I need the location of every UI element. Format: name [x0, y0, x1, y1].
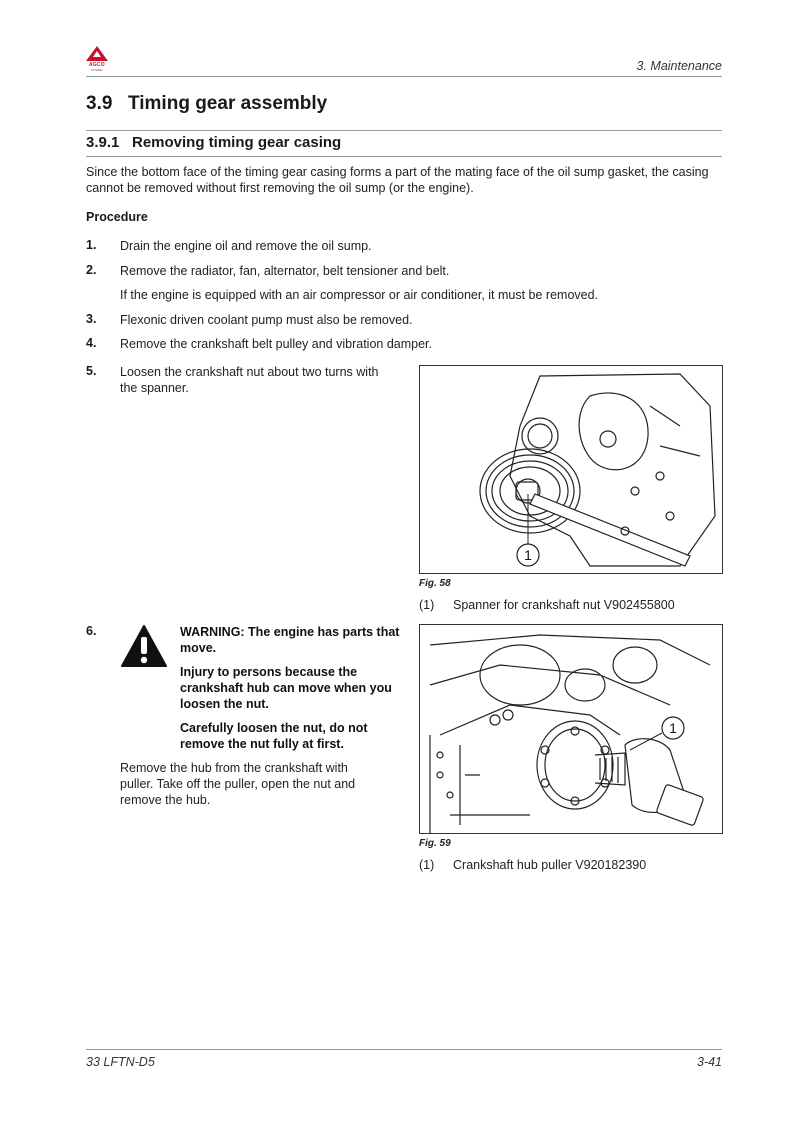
- subtitle-rule: [86, 156, 722, 157]
- caption-text: Spanner for crankshaft nut V902455800: [453, 598, 675, 612]
- agco-triangle-icon: [86, 46, 108, 62]
- caption-number: (1): [419, 598, 435, 612]
- step-text: Loosen the crankshaft nut about two turns with the spanner.: [120, 365, 379, 395]
- figure-58-illustration: [419, 365, 723, 574]
- step-note: If the engine is equipped with an air compressor or air conditioner, it must be removed.: [120, 288, 599, 302]
- section-number: 3.9: [86, 93, 113, 114]
- step-text: Remove the crankshaft belt pulley and vibration damper.: [120, 337, 432, 351]
- subsection-number: 3.9.1: [86, 134, 120, 151]
- step-number: 4.: [86, 336, 97, 350]
- step-text: Flexonic driven coolant pump must also be removed.: [120, 313, 413, 327]
- subsection-title: [86, 134, 341, 151]
- logo-subtext: POWER: [91, 68, 103, 72]
- caption-text: Crankshaft hub puller V920182390: [453, 858, 647, 872]
- warning-title: WARNING: The engine has parts that move.: [180, 625, 400, 655]
- step-number: 5.: [86, 364, 97, 378]
- figure-label: Fig. 59: [419, 838, 451, 849]
- step-number: 1.: [86, 238, 97, 252]
- warning-icon: [120, 624, 168, 668]
- header-rule: [86, 76, 722, 77]
- procedure-heading: Procedure: [86, 210, 148, 224]
- title-rule: [86, 130, 722, 131]
- figure-59-illustration: [419, 624, 723, 834]
- callout-number: 1: [669, 720, 677, 736]
- section-title-text: Timing gear assembly: [128, 93, 328, 114]
- footer-document-code: 33 LFTN-D5: [86, 1055, 155, 1069]
- step-number: 2.: [86, 263, 97, 277]
- header-section-title: 3. Maintenance: [636, 59, 722, 73]
- logo-text: AGCO: [89, 62, 105, 68]
- warning-body: Injury to persons because the crankshaft hub can move when you loosen the nut.: [180, 665, 392, 711]
- callout-number: 1: [524, 547, 532, 563]
- caption-number: (1): [419, 858, 435, 872]
- hub-puller-drawing: [420, 625, 722, 833]
- intro-paragraph: Since the bottom face of the timing gear casing forms a part of the mating face of the oil sump gasket, the casing cannot be removed without first removing the oil sump (or the engine).: [86, 165, 709, 195]
- step-number: 6.: [86, 624, 97, 638]
- step-text: Drain the engine oil and remove the oil sump.: [120, 239, 372, 253]
- warning-action: Carefully loosen the nut, do not remove the nut fully at first.: [180, 721, 368, 751]
- footer-page-number: 3-41: [696, 1055, 722, 1069]
- engine-pulley-drawing: [420, 366, 722, 573]
- agco-logo: [86, 46, 108, 72]
- figure-label: Fig. 58: [419, 578, 451, 589]
- subsection-title-text: Removing timing gear casing: [132, 134, 342, 151]
- step-text: Remove the radiator, fan, alternator, belt tensioner and belt.: [120, 264, 450, 278]
- footer-rule: [86, 1049, 722, 1050]
- step-text: Remove the hub from the crankshaft with puller. Take off the puller, open the nut and remove the hub.: [120, 761, 356, 807]
- step-number: 3.: [86, 312, 97, 326]
- section-title: [86, 93, 327, 115]
